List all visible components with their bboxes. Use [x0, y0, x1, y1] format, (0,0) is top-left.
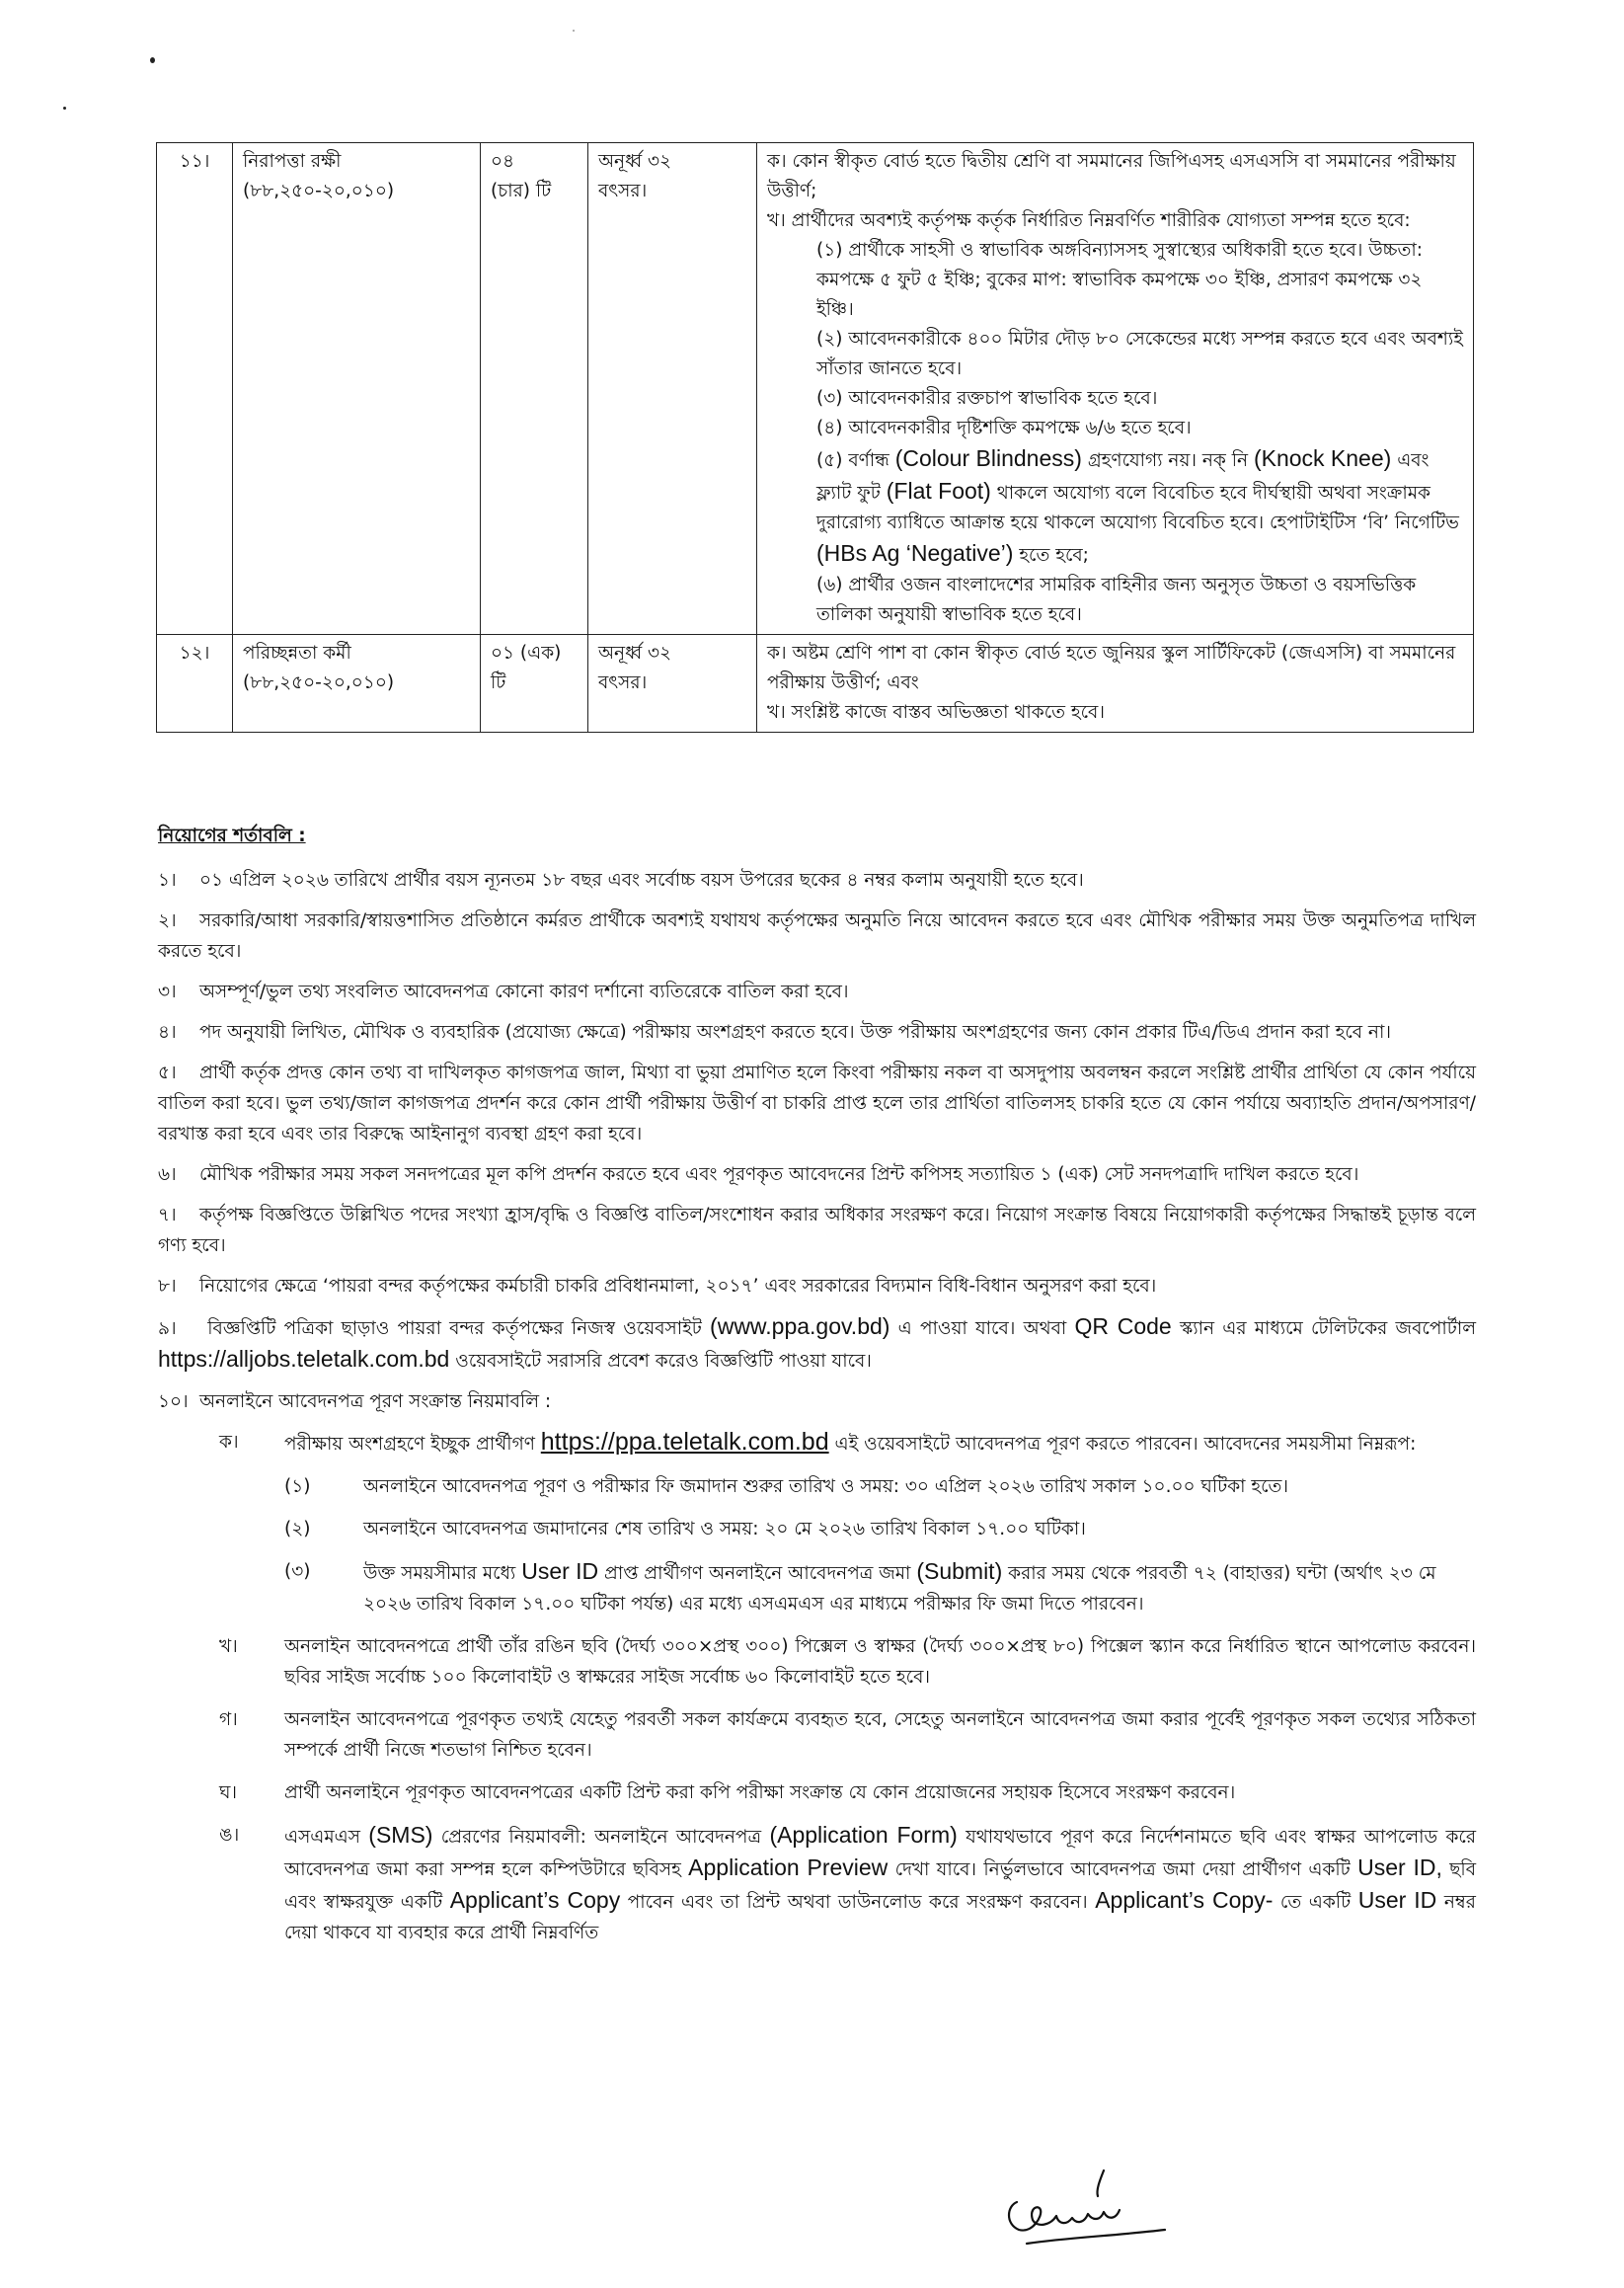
post-count-words: (চার) টি [491, 181, 552, 201]
physical-requirement: (৫) বর্ণান্ধ (Colour Blindness) গ্রহণযোগ্য নয়। নক্ নি (Knock Knee) এবং ফ্ল্যাট ফুট (Flat Foot) থাকলে অযোগ্য বলে বিবেচিত হবে দীর্ঘস্থায়ী অথবা সংক্রামক দুরারোগ্য ব্যাধিতে আক্রান্ত হয়ে থাকলে অযোগ্য বিবেচিত হবে। হেপাটাইটিস ‘বি’ নিগেটিভ (HBs Ag ‘Negative’) হতে হবে; [816, 445, 1459, 566]
term-item: ৫। প্রার্থী কর্তৃক প্রদত্ত কোন তথ্য বা দাখিলকৃত কাগজপত্র জাল, মিথ্যা বা ভুয়া প্রমাণিত হলে কিংবা পরীক্ষায় নকল বা অসদুপায় অবলম্বন করলে সংশ্লিষ্ট প্রার্থীর প্রার্থিতা যে কোন পর্যায়ে বাতিল করা হবে। ভুল তথ্য/জাল কাগজপত্র প্রদর্শন করে কোন প্রার্থী পরীক্ষায় উত্তীর্ণ বা চাকরি প্রাপ্ত হলে তার প্রার্থিতা বাতিলসহ চাকরি হতে যে কোন পর্যায়ে অব্যাহতি প্রদান/অপসারণ/বরখাস্ত করা হবে এবং তার বিরুদ্ধে আইনানুগ ব্যবস্থা গ্রহণ করা হবে। [158, 1063, 1476, 1144]
physical-requirement: (৩) আবেদনকারীর রক্তচাপ স্বাভাবিক হতে হবে। [816, 388, 1158, 409]
serial-cell: ১১। [157, 143, 233, 635]
scan-speck [150, 57, 155, 63]
post-name: নিরাপত্তা রক্ষী [243, 151, 342, 172]
age-limit: অনূর্ধ্ব ৩২ [598, 643, 672, 664]
physical-requirement: (৪) আবেদনকারীর দৃষ্টিশক্তি কমপক্ষে ৬/৬ হতে হবে। [816, 418, 1192, 438]
pay-scale: (৮৮,২৫০-২০,০১০) [243, 672, 395, 693]
physical-requirement: (৬) প্রার্থীর ওজন বাংলাদেশের সামরিক বাহিনীর জন্য অনুসৃত উচ্চতা ও বয়সভিত্তিক তালিকা অনুযায়ী স্বাভাবিক হতে হবে। [816, 575, 1417, 625]
age-unit: বৎসর। [598, 181, 648, 201]
table-row [157, 143, 1474, 635]
qualification-cell [757, 143, 1474, 635]
qualification-item: ক। অষ্টম শ্রেণি পাশ বা কোন স্বীকৃত বোর্ড হতে জুনিয়র স্কুল সার্টিফিকেট (জেএসসি) বা সমমানের পরীক্ষায় উত্তীর্ণ; এবং [767, 643, 1456, 693]
terms-list [158, 865, 1476, 1960]
schedule-item: (৩) উক্ত সময়সীমার মধ্যে User ID প্রাপ্ত প্রার্থীগণ অনলাইনে আবেদনপত্র জমা (Submit) করার সময় থেকে পরবর্তী ৭২ (বাহাত্তর) ঘন্টা (অর্থাৎ ২৩ মে ২০২৬ তারিখ বিকাল ১৭.০০ ঘটিকা পর্যন্ত) এর মধ্যে এসএমএস এর মাধ্যমে পরীক্ষার ফি জমা দিতে পারবেন। [284, 1558, 1436, 1615]
pay-scale: (৮৮,২৫০-২০,০১০) [243, 181, 395, 201]
age-limit: অনূর্ধ্ব ৩২ [598, 151, 672, 172]
term-item: ২। সরকারি/আধা সরকারি/স্বায়ত্তশাসিত প্রতিষ্ঠানে কর্মরত প্রার্থীকে অবশ্যই যথাযথ কর্তৃপক্ষের অনুমতি নিয়ে আবেদন করতে হবে এবং মৌখিক পরীক্ষার সময় উক্ত অনুমতিপত্র দাখিল করতে হবে। [158, 910, 1476, 962]
term-item: ৯। বিজ্ঞপ্তিটি পত্রিকা ছাড়াও পায়রা বন্দর কর্তৃপক্ষের নিজস্ব ওয়েবসাইট (www.ppa.gov.bd) এ পাওয়া যাবে। অথবা QR Code স্ক্যান এর মাধ্যমে টেলিটকের জবপোর্টাল https://alljobs.teletalk.com.bd ওয়েবসাইটে সরাসরি প্রবেশ করেও বিজ্ঞপ্তিটি পাওয়া যাবে। [158, 1313, 1476, 1372]
term-item: ৬। মৌখিক পরীক্ষার সময় সকল সনদপত্রের মূল কপি প্রদর্শন করতে হবে এবং পূরণকৃত আবেদনের প্রিন্ট কপিসহ সত্যায়িত ১ (এক) সেট সনদপত্রাদি দাখিল করতে হবে। [158, 1164, 1359, 1185]
signature-image [997, 2165, 1185, 2255]
table-row [157, 635, 1474, 733]
qualification-item: ক। কোন স্বীকৃত বোর্ড হতে দ্বিতীয় শ্রেণি বা সমমানের জিপিএসহ এসএসসি বা সমমানের পরীক্ষায় উত্তীর্ণ; [767, 151, 1456, 201]
age-cell [588, 143, 757, 635]
physical-requirement: (১) প্রার্থীকে সাহসী ও স্বাভাবিক অঙ্গবিন্যাসসহ সুস্বাস্থ্যের অধিকারী হতে হবে। উচ্চতা: কমপক্ষে ৫ ফুট ৫ ইঞ্চি; বুকের মাপ: স্বাভাবিক কমপক্ষে ৩০ ইঞ্চি, প্রসারণ কমপক্ষে ৩২ ইঞ্চি। [816, 240, 1423, 320]
post-cell [233, 143, 481, 635]
post-count-words: টি [491, 672, 506, 693]
jobportal-link[interactable]: https://alljobs.teletalk.com.bd [158, 1346, 450, 1372]
term-item: ৭। কর্তৃপক্ষ বিজ্ঞপ্তিতে উল্লিখিত পদের সংখ্যা হ্রাস/বৃদ্ধি ও বিজ্ঞপ্তি বাতিল/সংশোধন করার অধিকার সংরক্ষণ করে। নিয়োগ সংক্রান্ত বিষয়ে নিয়োগকারী কর্তৃপক্ষের সিদ্ধান্তই চূড়ান্ত বলে গণ্য হবে। [158, 1205, 1476, 1256]
schedule-item: (১) অনলাইনে আবেদনপত্র পূরণ ও পরীক্ষার ফি জমাদান শুরুর তারিখ ও সময়: ৩০ এপ্রিল ২০২৬ তারিখ সকাল ১০.০০ ঘটিকা হতে। [284, 1476, 1289, 1497]
rule-item: গ। অনলাইন আবেদনপত্রে পূরণকৃত তথ্যই যেহেতু পরবর্তী সকল কার্যক্রমে ব্যবহৃত হবে, সেহেতু অনলাইনে আবেদনপত্র জমা করার পূর্বেই পূরণকৃত সকল তথ্যের সঠিকতা সম্পর্কে প্রার্থী নিজে শতভাগ নিশ্চিত হবেন। [219, 1709, 1476, 1761]
schedule-item: (২) অনলাইনে আবেদনপত্র জমাদানের শেষ তারিখ ও সময়: ২০ মে ২০২৬ তারিখ বিকাল ১৭.০০ ঘটিকা। [284, 1519, 1086, 1539]
terms-heading: নিয়োগের শর্তাবলি : [158, 826, 306, 846]
post-name: পরিচ্ছন্নতা কর্মী [243, 643, 351, 664]
term-item: ৩। অসম্পূর্ণ/ভুল তথ্য সংবলিত আবেদনপত্র কোনো কারণ দর্শানো ব্যতিরেকে বাতিল করা হবে। [158, 982, 849, 1002]
qualification-item: খ। প্রার্থীদের অবশ্যই কর্তৃপক্ষ কর্তৃক নির্ধারিত নিম্নবর্ণিত শারীরিক যোগ্যতা সম্পন্ন হতে হবে: [767, 210, 1411, 231]
term-item: ৪। পদ অনুযায়ী লিখিত, মৌখিক ও ব্যবহারিক (প্রযোজ্য ক্ষেত্রে) পরীক্ষায় অংশগ্রহণ করতে হবে। উক্ত পরীক্ষায় অংশগ্রহণের জন্য কোন প্রকার টিএ/ডিএ প্রদান করা হবে না। [158, 1022, 1391, 1043]
rule-item: ঘ। প্রার্থী অনলাইনে পূরণকৃত আবেদনপত্রের একটি প্রিন্ট করা কপি পরীক্ষা সংক্রান্ত যে কোন প্রয়োজনের সহায়ক হিসেবে সংরক্ষণ করবেন। [219, 1782, 1236, 1803]
age-unit: বৎসর। [598, 672, 648, 693]
application-link[interactable]: https://ppa.teletalk.com.bd [540, 1428, 829, 1456]
physical-requirement: (২) আবেদনকারীকে ৪০০ মিটার দৌড় ৮০ সেকেন্ডের মধ্যে সম্পন্ন করতে হবে এবং অবশ্যই সাঁতার জানতে হবে। [816, 329, 1463, 379]
post-cell [233, 635, 481, 733]
term-item: ১০। অনলাইনে আবেদনপত্র পূরণ সংক্রান্ত নিয়মাবলি : [158, 1391, 552, 1412]
term-item: ৮। নিয়োগের ক্ষেত্রে ‘পায়রা বন্দর কর্তৃপক্ষের কর্মচারী চাকরি প্রবিধানমালা, ২০১৭’ এবং সরকারের বিদ্যমান বিধি-বিধান অনুসরণ করা হবে। [158, 1276, 1157, 1297]
post-count: ০১ (এক) [491, 643, 562, 664]
posts-table [156, 142, 1474, 733]
rule-item: ঙ। এসএমএস (SMS) প্রেরণের নিয়মাবলী: অনলাইনে আবেদনপত্র (Application Form) যথাযথভাবে পূরণ করে নির্দেশনামতে ছবি এবং স্বাক্ষর আপলোড করে আবেদনপত্র জমা করা সম্পন্ন হলে কম্পিউটারে ছবিসহ Application Preview দেখা যাবে। নির্ভুলভাবে আবেদনপত্র জমা দেয়া প্রার্থীগণ একটি User ID, ছবি এবং স্বাক্ষরযুক্ত একটি Applicant’s Copy পাবেন এবং তা প্রিন্ট অথবা ডাউনলোড করে সংরক্ষণ করবেন। Applicant’s Copy- তে একটি User ID নম্বর দেয়া থাকবে যা ব্যবহার করে প্রার্থী নিম্নবর্ণিত [219, 1822, 1477, 1943]
rule-item: ক। পরীক্ষায় অংশগ্রহণে ইচ্ছুক প্রার্থীগণ https://ppa.teletalk.com.bd এই ওয়েবসাইটে আবেদনপত্র পূরণ করতে পারবেন। আবেদনের সময়সীমা নিম্নরূপ: [219, 1428, 1417, 1456]
qualification-cell [757, 635, 1474, 733]
scan-speck [573, 30, 575, 32]
website-link[interactable]: (www.ppa.gov.bd) [710, 1313, 890, 1339]
age-cell [588, 635, 757, 733]
post-count: ০৪ [491, 151, 515, 172]
qualification-item: খ। সংশ্লিষ্ট কাজে বাস্তব অভিজ্ঞতা থাকতে হবে। [767, 702, 1105, 723]
scan-speck [63, 107, 66, 110]
count-cell [481, 143, 588, 635]
term-item: ১। ০১ এপ্রিল ২০২৬ তারিখে প্রার্থীর বয়স ন্যূনতম ১৮ বছর এবং সর্বোচ্চ বয়স উপরের ছকের ৪ নম্বর কলাম অনুযায়ী হতে হবে। [158, 870, 1084, 891]
serial-cell: ১২। [157, 635, 233, 733]
count-cell [481, 635, 588, 733]
rule-item: খ। অনলাইন আবেদনপত্রে প্রার্থী তাঁর রঙিন ছবি (দৈর্ঘ্য ৩০০×প্রস্থ ৩০০) পিক্সেল ও স্বাক্ষর (দৈর্ঘ্য ৩০০×প্রস্থ ৮০) পিক্সেল স্ক্যান করে নির্ধারিত স্থানে আপলোড করবেন। ছবির সাইজ সর্বোচ্চ ১০০ কিলোবাইট ও স্বাক্ষরের সাইজ সর্বোচ্চ ৬০ কিলোবাইট হতে হবে। [219, 1636, 1476, 1688]
